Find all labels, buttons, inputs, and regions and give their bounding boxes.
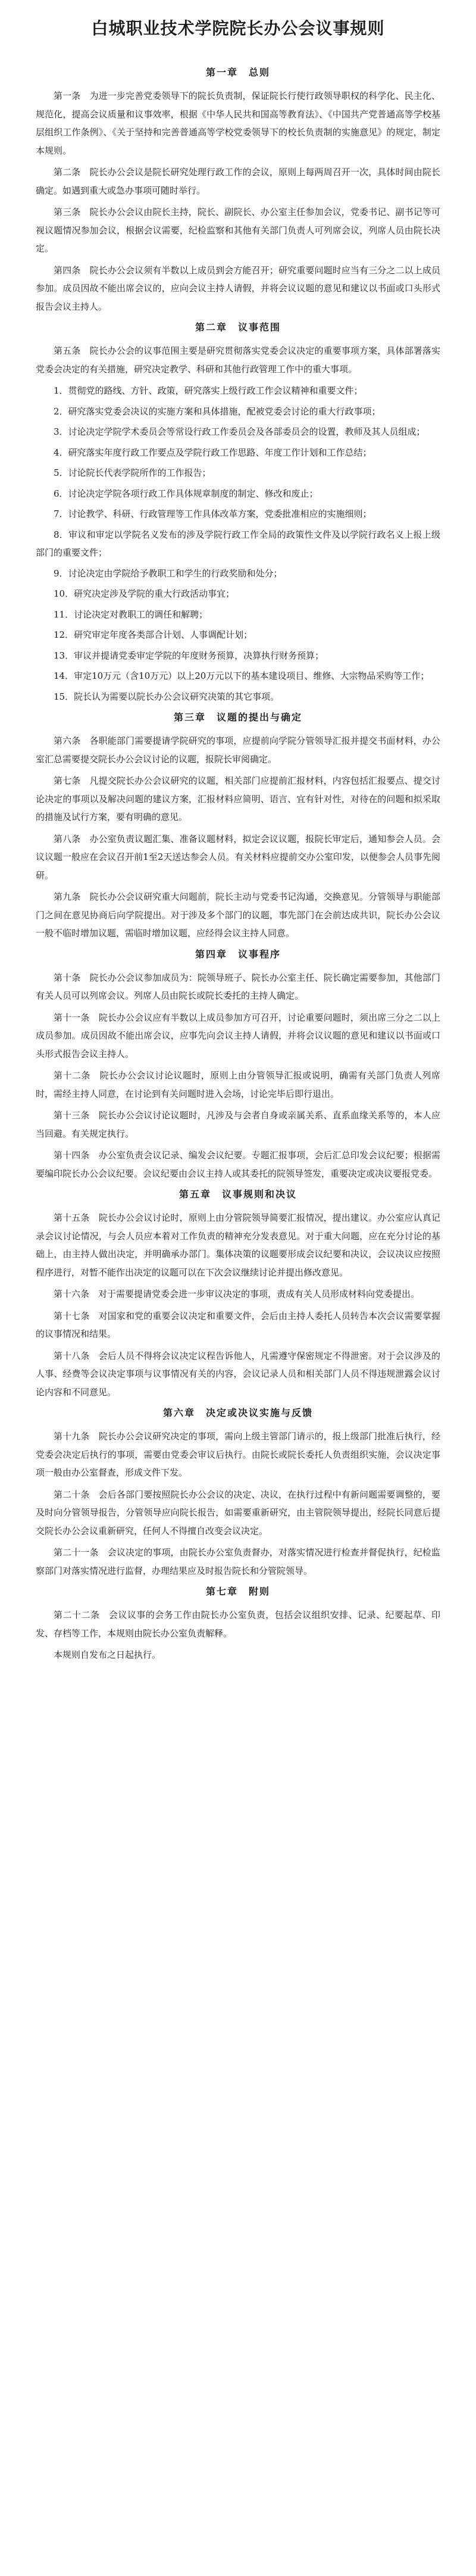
document-title: 白城职业技术学院院长办公会议事规则	[91, 18, 385, 38]
scope-list-item: 11．讨论决定对教职工的调任和解聘；	[54, 609, 208, 620]
scope-list-item: 9．讨论决定由学院给予教职工和学生的行政奖励和处分；	[54, 567, 283, 579]
document-body	[36, 64, 440, 1642]
article-paragraph: 第十四条 办公室负责会议记录、编发会议纪要。专题汇报事项，会后汇总印发会议纪要；根据需要编印院长办公会议纪要。会议纪要由会议主持人或其委托的院领导签发，重要决定或决议要报党委。	[36, 1150, 440, 1179]
article-paragraph: 第十八条 会后人员不得将会议决定议程告诉他人，凡需遵守保密规定不得泄密。对于会议涉及的人事、经费等会议决定事项与议事情况有关的内容，会议记录人员和相关部门人员不得违规泄露会议讨论内容和不同意见。	[36, 1350, 440, 1398]
article-paragraph: 第六条 各职能部门需要提请学院研究的事项，应提前向学院分管领导汇报并提交书面材料，办公室汇总需要提交院长办公会议讨论的议题，报院长审阅确定。	[36, 735, 440, 765]
article-paragraph: 第十七条 对国家和党的重要会议决定和重要文件，会后由主持人委托人员转告本次会议需要掌握的议事情况和结果。	[36, 1310, 440, 1339]
scope-list-item: 15．院长认为需要以院长办公会议研究决策的其它事项。	[54, 691, 280, 702]
article-paragraph: 第十六条 对于需要提请党委会进一步审议决定的事项，责成有关人员形成材料向党委提出。	[54, 1289, 420, 1299]
article-paragraph: 第二条 院长办公会议是院长研究处理行政工作的会议，原则上每两周召开一次，具体时间由院长确定。如遇到重大或急办事项可随时举行。	[36, 167, 440, 196]
article-paragraph: 第十五条 院长办公会议讨论时，原则上由分管院领导简要汇报情况，提出建议。办公室应认真记录会议讨论情况，与会人员应本着对工作负责的精神充分发表意见。对于重大问题，应在充分讨论的基础上，由主持人做出决定，并明确承办部门。集体决策的议题要形成会议纪要和决议，会议决议应按照程序进行，对暂不能作出决定的议题可以在下次会议继续讨论并提出修改意见。	[36, 1212, 440, 1278]
chapter-section	[36, 1405, 440, 1580]
chapter-heading: 第六章 决定或决议实施与反馈	[162, 1407, 313, 1418]
chapter-heading: 第七章 附则	[205, 1586, 270, 1597]
article-paragraph: 第十二条 院长办公会议讨论议题时，原则上由分管领导汇报或说明，确需有关部门负责人列席时，需经主持人同意，在讨论到有关问题时进入会场，讨论完毕后即行退出。	[36, 1070, 440, 1099]
scope-list-item: 10．研究决定涉及学院的重大行政活动事宜；	[54, 588, 235, 599]
scope-list-item: 5．讨论院长代表学院所作的工作报告；	[54, 467, 211, 478]
article-paragraph: 第二十一条 会议决定的事项，由院长办公室负责督办，对落实情况进行检查并督促执行，纪检监察部门对落实情况进行监督，办理结果应及时报告院长和分管院领导。	[36, 1547, 440, 1576]
chapter-section	[36, 946, 440, 1183]
chapter-section	[36, 1583, 440, 1642]
effective-date-line: 本规则自发布之日起执行。	[54, 1649, 161, 1660]
chapter-heading: 第四章 议事程序	[195, 948, 281, 960]
chapter-heading: 第五章 议事规则和决议	[178, 1189, 297, 1200]
scope-list-item: 8．审议和审定以学院名义发布的涉及学院行政工作全局的政策性文件及以学院行政名义上报上级部门的重要文件；	[36, 529, 440, 558]
article-paragraph: 第十一条 院长办公会议应有半数以上成员参加方可召开，讨论重要问题时，须出席三分之二以上成员参加。成员因故不能出席会议，应事先向会议主持人请假，并将会议议题的意见和建议以书面或口头形式报告会议主持人。	[36, 1012, 440, 1059]
article-paragraph: 第三条 院长办公会议由院长主持，院长、副院长、办公室主任参加会议，党委书记、副书记等可视议题情况参加会议，根据会议需要，纪检监察和其他有关部门负责人可列席会议，列席人员由院长决定。	[36, 207, 440, 254]
article-paragraph: 第十九条 院长办公会议研究决定的事项，需向上级主管部门请示的，报上级部门批准后执行，经党委会决定后执行的事项，需要由党委会审议后执行。由院长或院长委托人负责组织实施，会议决定事项一般由办公室督查，形成文件下发。	[36, 1431, 440, 1478]
chapter-section	[36, 709, 440, 943]
scope-list-item: 13．审议并提请党委审定学院的年度财务预算，决算执行财务预算；	[54, 650, 324, 661]
scope-list-item: 7．讨论教学、科研、行政管理等工作具体改革方案，党委批准相应的实施细则；	[54, 509, 372, 519]
scope-list-item: 14．审定10万元（含10万元）以上20万元以下的基本建设项目、维修、大宗物品采购等工作；	[54, 670, 430, 681]
article-paragraph: 第二十条 会后各部门要按照院长办公会议的决定、决议，在执行过程中有新问题需要调整的，要及时向分管领导报告，分管领导应向院长报告，如需要重新研究，由主管院领导提出，经院长同意后提交院长办公会议重新研究，任何人不得擅自改变会议决定。	[36, 1489, 440, 1536]
scope-list-item: 2．研究落实党委会决议的实施方案和具体措施，配被党委会讨论的重大行政事项；	[54, 406, 381, 417]
article-paragraph: 第七条 凡提交院长办公会议研究的议题，相关部门应提前汇报材料，内容包括汇报要点、提交讨论决定的事项以及解决问题的建议方案，汇报材料应简明、语言、宜有针对性，对待在的问题和拟采取的措施及试行方案，要有明确的意见。	[36, 775, 440, 822]
article-paragraph: 第四条 院长办公会议须有半数以上成员到会方能召开；研究重要问题时应当有三分之二以上成员参加。成员因故不能出席会议的，应向会议主持人请假，并将会议议题的意见和建议以书面或口头形式报告会议主持人。	[36, 264, 440, 312]
chapter-section	[36, 1186, 440, 1401]
article-paragraph: 第十条 院长办公会议参加成员为：院领导班子、院长办公室主任、院长确定需要参加，其他部门有关人员可以列席会议。列席人员由院长或院长委托的主持人确定。	[36, 972, 440, 1001]
chapter-heading: 第三章 议题的提出与确定	[173, 712, 302, 723]
article-paragraph: 第九条 院长办公会议研究重大问题前，院长主动与党委书记沟通，交换意见。分管领导与职能部门之间在意见协商后向学院提出。对于涉及多个部门的议题，事先部门在会前达成共识，院长办公会议一般不临时增加议题，需临时增加议题，应经得会议主持人同意。	[36, 891, 440, 938]
article-paragraph: 第一条 为进一步完善党委领导下的院长负责制，保证院长行使行政领导职权的科学化、民主化、规范化，提高会议质量和议事效率，根据《中华人民共和国高等教育法》、《中国共产党普通高等学校基层组织工作条例》、《关于坚持和完善普通高等学校党委领导下的校长负责制的实施意见》的规定，制定本规则。	[36, 91, 440, 156]
scope-list-item: 3．讨论决定学院学术委员会等常设行政工作委员会及各部委员会的设置，教师及其人员组成；	[54, 426, 425, 437]
scope-list-item: 4．研究落实年度行政工作要点及学院行政工作思路、年度工作计划和工作总结；	[54, 447, 372, 458]
article-paragraph: 第八条 办公室负责议题汇集、准备议题材料，拟定会议议题，报院长审定后，通知参会人员。会议议题一般应在会议召开前1至2天送达参会人员。有关材料应提前交办公室印发，以便参会人员事先阅研。	[36, 833, 440, 881]
article-paragraph: 第五条 院长办公会的议事范围主要是研究贯彻落实党委会议决定的重要事项方案，具体部署落实党委会决定的有关措施，研究决定教学、科研和其他行政管理工作中的重大事项。	[36, 345, 440, 375]
scope-list-item: 6．讨论决定学院各项行政工作具体规章制度的制定、修改和废止；	[54, 488, 318, 499]
chapter-heading: 第二章 议事范围	[195, 322, 281, 333]
article-paragraph: 第二十二条 会议议事的会务工作由院长办公室负责，包括会议组织安排、记录、纪要起草、印发、存档等工作，本规则由院长办公室负责解释。	[36, 1610, 440, 1639]
article-paragraph: 第十三条 院长办公会议讨论议题时，凡涉及与会者自身或亲属关系、直系血缘关系等的，本人应当回避。有关规定执行。	[36, 1110, 440, 1139]
scope-list-item: 12．研究审定年度各类部合计划、人事调配计划；	[54, 629, 253, 640]
scope-list-item: 1．贯彻党的路线、方针、政策，研究落实上级行政工作会议精神和重要文件；	[54, 385, 363, 396]
chapter-heading: 第一章 总则	[205, 67, 270, 78]
chapter-section	[36, 319, 440, 706]
chapter-section	[36, 64, 440, 316]
